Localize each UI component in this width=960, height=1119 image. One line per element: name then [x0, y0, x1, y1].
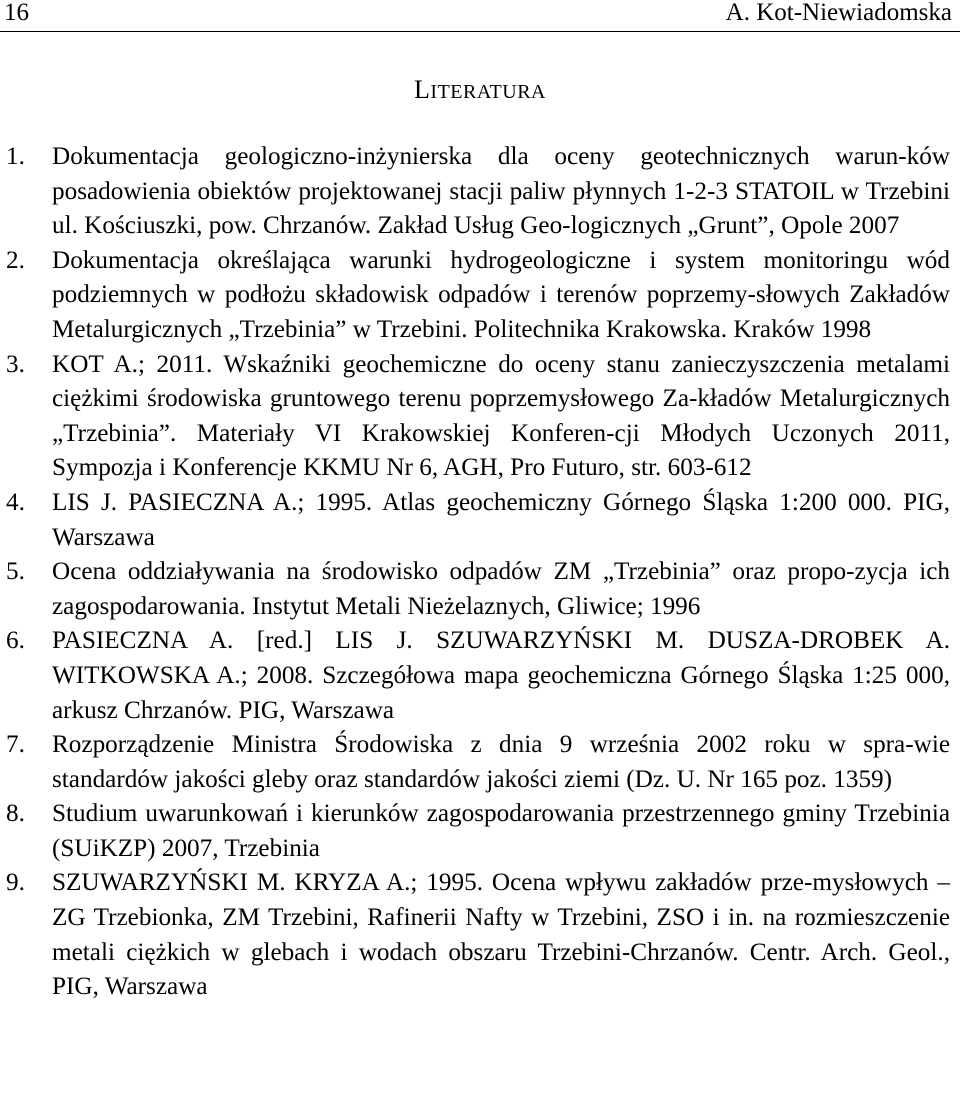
section-title-initial: L [414, 75, 431, 104]
reference-item-3 [6, 348, 950, 486]
running-author: A. Kot-Niewiadomska [725, 0, 952, 26]
reference-number: 6. [6, 627, 25, 655]
reference-text: Ocena oddziaływania na środowisko odpadów ZM „Trzebinia” oraz propo-zycja ich zagospodarowania. Instytut Metali Nieżelaznych, Gliwice; 1996 [52, 558, 950, 620]
reference-item-7 [6, 728, 950, 797]
reference-text: Studium uwarunkowań i kierunków zagospodarowania przestrzennego gminy Trzebinia (SUiKZP) 2007, Trzebinia [52, 800, 950, 862]
reference-number: 4. [6, 488, 25, 516]
reference-number: 1. [6, 143, 25, 170]
reference-number: 2. [6, 246, 25, 274]
reference-text: Dokumentacja określająca warunki hydrogeologiczne i system monitoringu wód podziemnych w podłożu składowisk odpadów i terenów poprzemy-słowych Zakładów Metalurgicznych „Trzebinia” w Trzebini. Politechnika Krakowska. Kraków 1998 [52, 246, 950, 343]
reference-item-6 [6, 624, 950, 728]
reference-text: KOT A.; 2011. Wskaźniki geochemiczne do oceny stanu zanieczyszczenia metalami ciężkimi środowiska gruntowego terenu poprzemysłowego Za-kładów Metalurgicznych „Trzebinia”. Materiały VI Krakowskiej Konferen-cji Młodych Uczonych 2011, Sympozja i Konferencje KKMU Nr 6, AGH, Pro Futuro, str. 603-612 [52, 350, 950, 482]
reference-number: 7. [6, 731, 25, 759]
reference-item-5 [6, 555, 950, 624]
reference-text: Rozporządzenie Ministra Środowiska z dnia 9 września 2002 roku w spra-wie standardów jakości gleby oraz standardów jakości ziemi (Dz. U. Nr 165 poz. 1359) [52, 731, 950, 793]
running-header [0, 0, 960, 32]
reference-number: 9. [6, 869, 25, 897]
reference-number: 5. [6, 558, 25, 586]
reference-text: LIS J. PASIECZNA A.; 1995. Atlas geochemiczny Górnego Śląska 1:200 000. PIG, Warszawa [52, 488, 950, 551]
reference-text: PASIECZNA A. [red.] LIS J. SZUWARZYŃSKI M. DUSZA-DROBEK A. WITKOWSKA A.; 2008. Szczegółowa mapa geochemiczna Górnego Śląska 1:25 000, arkusz Chrzanów. PIG, Warszawa [52, 627, 950, 724]
reference-item-1 [6, 140, 950, 244]
reference-number: 8. [6, 800, 25, 828]
reference-item-9 [6, 866, 950, 1004]
page-number: 16 [4, 0, 29, 26]
reference-text: Dokumentacja geologiczno-inżynierska dla oceny geotechnicznych warun-ków posadowienia obiektów projektowanej stacji paliw płynnych 1-2-3 STATOIL w Trzebini ul. Kościuszki, pow. Chrzanów. Zakład Usług Geo-logicznych „Grunt”, Opole 2007 [52, 143, 950, 240]
reference-list [6, 140, 950, 1005]
reference-text: SZUWARZYŃSKI M. KRYZA A.; 1995. Ocena wpływu zakładów prze-mysłowych – ZG Trzebionka, ZM Trzebini, Rafinerii Nafty w Trzebini, ZSO i in. na rozmieszczenie metali ciężkich w glebach i wodach obszaru Trzebini-Chrzanów. Centr. Arch. Geol., PIG, Warszawa [52, 869, 950, 1001]
reference-number: 3. [6, 350, 25, 378]
reference-item-8 [6, 797, 950, 866]
reference-item-4 [6, 486, 950, 555]
section-title-rest: ITERATURA [430, 81, 546, 103]
reference-item-2 [6, 244, 950, 348]
section-title [0, 74, 960, 108]
